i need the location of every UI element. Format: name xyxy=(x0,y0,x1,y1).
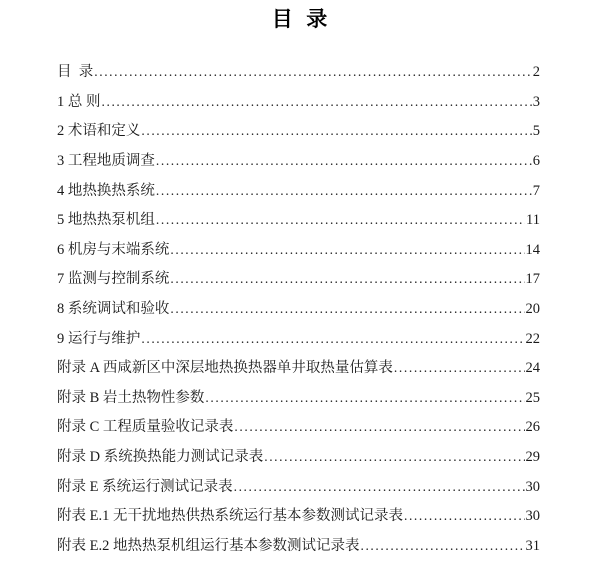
toc-leader-dots xyxy=(156,146,532,177)
toc-entry-label: 6 机房与末端系统 xyxy=(57,241,170,258)
toc-leader-dots xyxy=(141,324,524,355)
toc-entry-page: 22 xyxy=(525,330,540,347)
toc-entry[interactable] xyxy=(57,501,540,531)
toc-leader-dots xyxy=(394,353,525,384)
toc-leader-dots xyxy=(264,442,524,473)
toc-entry-label: 7 监测与控制系统 xyxy=(57,271,170,288)
toc-entry-label: 9 运行与维护 xyxy=(57,330,141,347)
toc-entry-page: 3 xyxy=(532,93,540,110)
toc-leader-dots xyxy=(234,472,525,503)
toc-entry-label: 目 录 xyxy=(57,64,94,81)
toc-entry-label: 附录 D 系统换热能力测试记录表 xyxy=(57,449,264,466)
toc-entry-page: 31 xyxy=(525,537,540,554)
toc-entry-label: 附录 B 岩土热物性参数 xyxy=(57,389,205,406)
toc-entry[interactable] xyxy=(57,472,540,502)
page-title: 目 录 xyxy=(271,7,329,31)
toc-entry-label: 4 地热换热系统 xyxy=(57,182,155,199)
toc-leader-dots xyxy=(94,57,532,88)
toc-entry[interactable] xyxy=(57,146,540,176)
toc-entry-page: 25 xyxy=(525,389,540,406)
toc-entry-label: 附表 E.2 地热热泵机组运行基本参数测试记录表 xyxy=(57,537,360,554)
toc-list xyxy=(57,57,540,560)
toc-entry-page: 17 xyxy=(525,271,540,288)
toc-leader-dots xyxy=(170,264,524,295)
toc-entry-label: 附录 E 系统运行测试记录表 xyxy=(57,478,233,495)
toc-leader-dots xyxy=(170,294,524,325)
toc-leader-dots xyxy=(102,87,532,118)
toc-entry-label: 1 总 则 xyxy=(57,93,101,110)
toc-entry[interactable] xyxy=(57,353,540,383)
toc-leader-dots xyxy=(360,531,524,562)
toc-entry-page: 24 xyxy=(525,360,540,377)
toc-entry-page: 30 xyxy=(525,508,540,525)
toc-entry-page: 20 xyxy=(525,301,540,318)
toc-leader-dots xyxy=(205,383,524,414)
toc-entry-page: 11 xyxy=(526,212,540,229)
toc-leader-dots xyxy=(156,205,525,236)
toc-entry-page: 7 xyxy=(532,182,540,199)
toc-entry[interactable] xyxy=(57,235,540,265)
toc-entry-page: 6 xyxy=(532,153,540,170)
toc-entry[interactable] xyxy=(57,176,540,206)
toc-entry-label: 2 术语和定义 xyxy=(57,123,141,140)
toc-entry-page: 2 xyxy=(532,64,540,81)
toc-entry-label: 附录 A 西咸新区中深层地热换热器单井取热量估算表 xyxy=(57,360,393,377)
toc-entry-label: 5 地热热泵机组 xyxy=(57,212,155,229)
toc-entry[interactable] xyxy=(57,324,540,354)
toc-entry[interactable] xyxy=(57,294,540,324)
toc-entry[interactable] xyxy=(57,531,540,561)
toc-entry-label: 附录 C 工程质量验收记录表 xyxy=(57,419,234,436)
toc-entry[interactable] xyxy=(57,442,540,472)
toc-entry-page: 26 xyxy=(525,419,540,436)
toc-entry[interactable] xyxy=(57,116,540,146)
toc-entry-page: 29 xyxy=(525,449,540,466)
toc-entry-label: 8 系统调试和验收 xyxy=(57,301,170,318)
toc-entry-page: 5 xyxy=(532,123,540,140)
toc-leader-dots xyxy=(141,116,531,147)
toc-entry[interactable] xyxy=(57,264,540,294)
toc-entry[interactable] xyxy=(57,57,540,87)
toc-leader-dots xyxy=(156,176,532,207)
toc-leader-dots xyxy=(234,412,524,443)
toc-entry-page: 30 xyxy=(525,478,540,495)
toc-entry-page: 14 xyxy=(525,241,540,258)
toc-entry-label: 3 工程地质调查 xyxy=(57,153,155,170)
toc-entry[interactable] xyxy=(57,205,540,235)
toc-entry-label: 附表 E.1 无干扰地热供热系统运行基本参数测试记录表 xyxy=(57,508,403,525)
toc-leader-dots xyxy=(170,235,524,266)
toc-entry[interactable] xyxy=(57,87,540,117)
toc-entry[interactable] xyxy=(57,412,540,442)
toc-leader-dots xyxy=(404,501,525,532)
toc-entry[interactable] xyxy=(57,383,540,413)
